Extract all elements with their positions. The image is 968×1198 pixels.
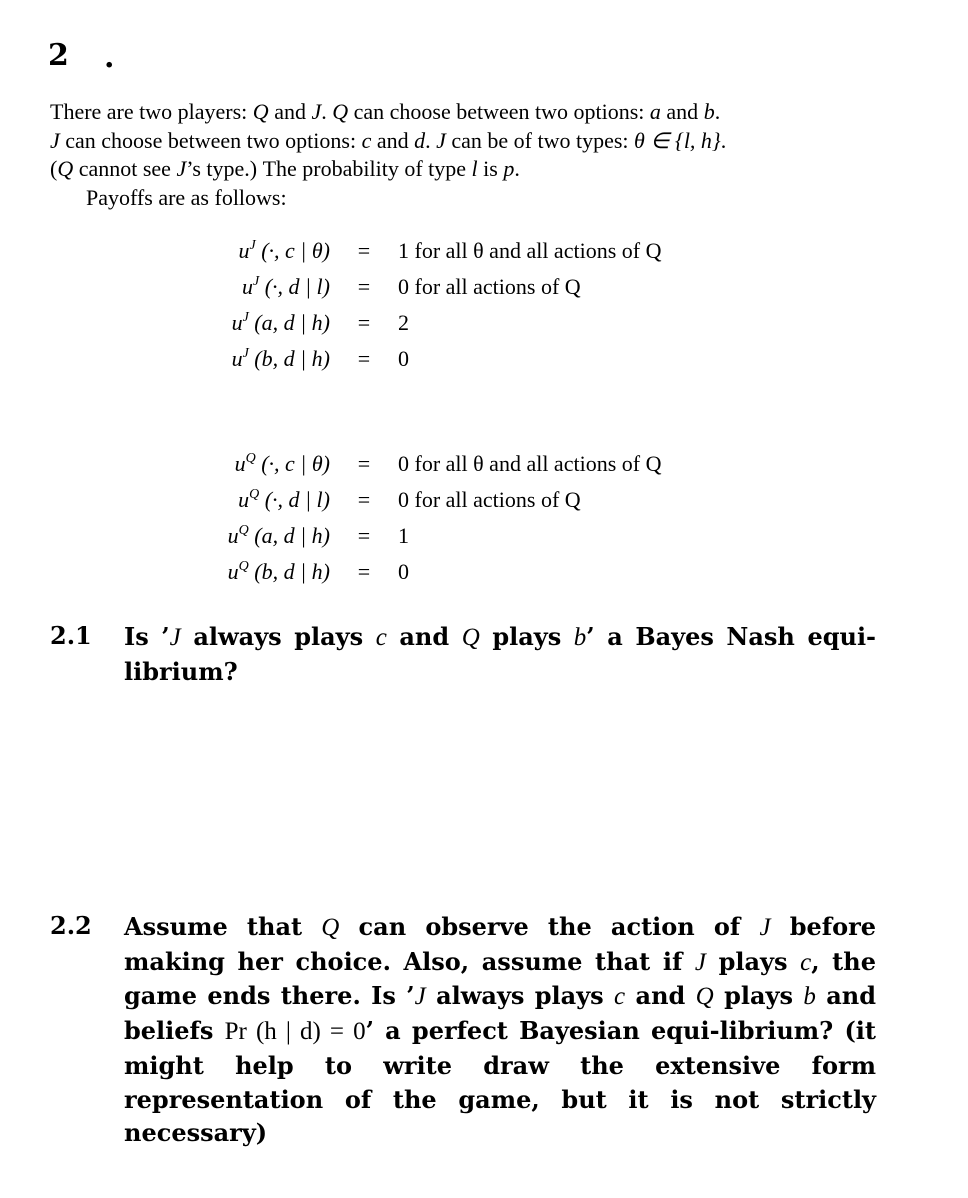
payoff-lhs: $u^Q$ (b, d | h)	[227, 559, 330, 584]
payoff-rhs: 2	[398, 310, 409, 335]
subsection-question-2-2: Assume that Q can observe the action of J before making her choice. Also, assume that if J plays c, the game ends there. Is ’J always plays c and Q plays b and beliefs Pr (h | d) = 0’ a perfect Bayesian equi-librium? (it might help to write draw the extensive form representation of the game, but it is not strictly necessary)	[124, 912, 877, 1148]
payoff-rhs: 1 for all θ and all actions of Q	[398, 238, 662, 263]
payoffs_J-row	[190, 341, 661, 377]
equals-sign: =	[357, 238, 371, 263]
equals-sign: =	[357, 523, 371, 548]
payoffs_Q-row	[190, 446, 661, 482]
payoff-lhs: $u^J$ (·, d | l)	[241, 274, 330, 299]
equals-sign: =	[357, 451, 371, 476]
payoff-rhs: 0	[398, 559, 409, 584]
payoffs-J-table	[190, 233, 661, 377]
payoff-rhs: 0 for all θ and all actions of Q	[398, 451, 662, 476]
payoff-rhs: 0 for all actions of Q	[398, 274, 581, 299]
equals-sign: =	[357, 310, 371, 335]
subsection-question-2-1: Is ’J always plays c and Q plays b’ a Bayes Nash equi-librium?	[124, 622, 877, 686]
payoffs_J-row	[190, 269, 661, 305]
payoff-lhs: $u^J$ (a, d | h)	[231, 310, 330, 335]
problem-intro: There are two players: Q and J. Q can choose between two options: a and b. J can choose between two options: c and d. J can be of two types: θ ∈ {l, h}. (Q cannot see J’s type.) The probability of type l is p. Payoffs are as follows:	[50, 99, 727, 210]
payoff-lhs: $u^J$ (b, d | h)	[231, 346, 330, 371]
equals-sign: =	[357, 559, 371, 584]
subsection-number-2-1: 2.1	[50, 621, 92, 650]
payoff-lhs: $u^Q$ (·, c | θ)	[234, 451, 330, 476]
payoff-rhs: 1	[398, 523, 409, 548]
payoffs-Q-table	[190, 446, 661, 590]
payoffs_Q-row	[190, 482, 661, 518]
payoffs_J-row	[190, 233, 661, 269]
payoffs_J-row	[190, 305, 661, 341]
payoff-lhs: $u^J$ (·, c | θ)	[238, 238, 330, 263]
payoff-lhs: $u^Q$ (·, d | l)	[238, 487, 330, 512]
payoff-rhs: 0 for all actions of Q	[398, 487, 581, 512]
payoffs_Q-row	[190, 554, 661, 590]
equals-sign: =	[357, 487, 371, 512]
section-dot: .	[104, 40, 115, 75]
payoffs_Q-row	[190, 518, 661, 554]
payoff-lhs: $u^Q$ (a, d | h)	[227, 523, 330, 548]
equals-sign: =	[357, 274, 371, 299]
section-number: 2	[48, 38, 69, 73]
payoff-rhs: 0	[398, 346, 409, 371]
payoffs-intro: Payoffs are as follows:	[86, 184, 287, 210]
belief-expression: Pr (h | d) = 0	[224, 1018, 366, 1046]
subsection-number-2-2: 2.2	[50, 911, 92, 940]
equals-sign: =	[357, 346, 371, 371]
